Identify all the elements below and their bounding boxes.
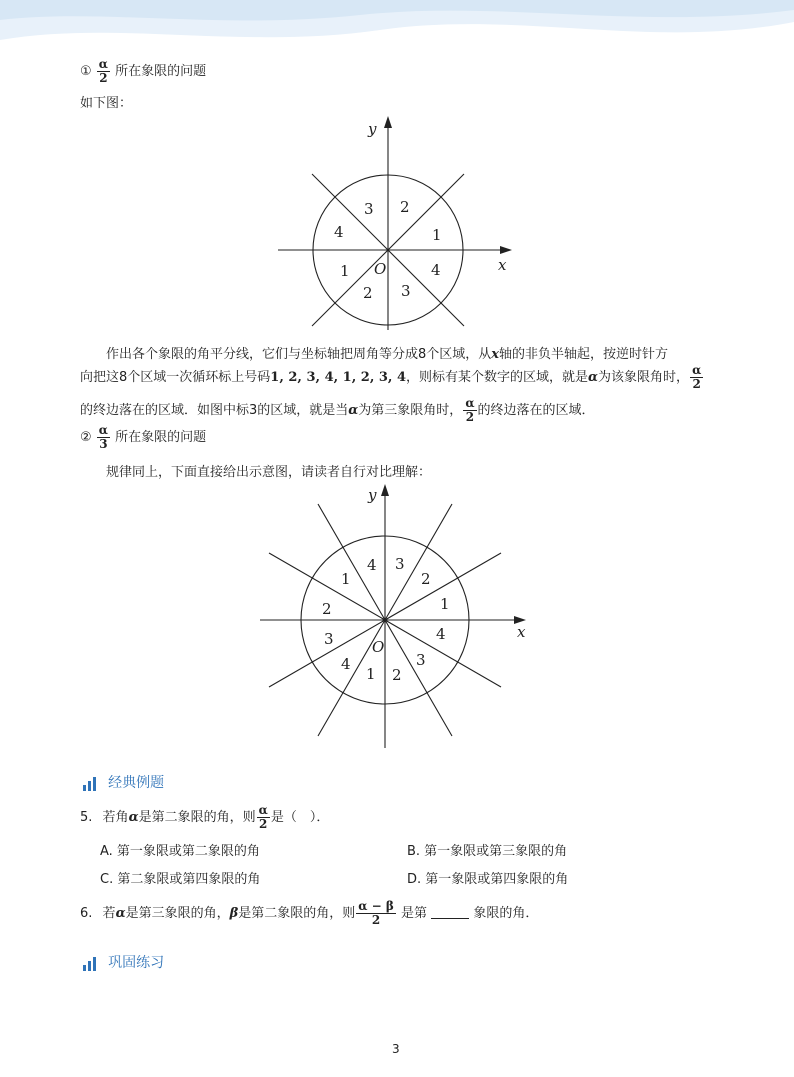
question-5: 5. 若角α是第二象限的角，则 $\frac{\alpha}{2}$ 是（ ）．: [80, 803, 330, 831]
region-label: 4: [341, 655, 351, 673]
question-number: 5.: [80, 810, 93, 825]
x-axis-arrow: [500, 246, 512, 254]
section-practice-title: 巩固练习: [108, 955, 165, 971]
question-number: 6.: [80, 906, 93, 921]
region-label: 3: [401, 282, 411, 300]
part1-marker: ①: [80, 64, 92, 79]
region-label: 4: [367, 556, 377, 574]
x-axis-label: x: [498, 256, 507, 274]
origin-label: O: [372, 638, 385, 656]
part2-fraction: $\frac{\alpha}{3}$: [98, 423, 109, 451]
option-d[interactable]: D. 第一象限或第四象限的角: [407, 872, 569, 887]
option-a[interactable]: A. 第一象限或第二象限的角: [100, 844, 260, 859]
section-examples-header: [82, 772, 164, 792]
inline-fraction: $\frac{\alpha}{2}$: [465, 396, 475, 424]
inline-fraction: $\frac{\alpha}{2}$: [258, 803, 268, 831]
part2-marker: ②: [80, 430, 92, 445]
region-label: 1: [440, 595, 450, 613]
region-label: 3: [395, 555, 405, 573]
part2-title: 所在象限的问题: [115, 430, 207, 445]
x-axis-label: x: [517, 623, 526, 641]
region-label: 3: [364, 200, 374, 218]
region-label: 4: [431, 261, 441, 279]
explanation-line-1: 作出各个象限的角平分线，它们与坐标轴把周角等分成8个区域，从x轴的非负半轴起，按逆时针方: [106, 347, 669, 362]
region-label: 3: [324, 630, 334, 648]
part1-intro: 如下图：: [80, 96, 133, 111]
y-axis-label: y: [368, 486, 377, 504]
option-b[interactable]: B. 第一象限或第三象限的角: [407, 844, 568, 859]
region-label: 1: [366, 665, 376, 683]
region-label: 2: [322, 600, 332, 618]
origin-label: O: [374, 260, 387, 278]
y-axis-arrow: [381, 484, 389, 496]
region-label: 4: [334, 223, 344, 241]
region-label: 2: [392, 666, 402, 684]
diagram-eight-regions: [270, 112, 530, 340]
part2-heading: [80, 424, 206, 451]
region-label: 1: [341, 570, 351, 588]
diagram-twelve-regions: [258, 480, 538, 755]
part1-fraction: $\frac{\alpha}{2}$: [98, 57, 109, 85]
page-number: 3: [392, 1042, 400, 1056]
header-wave-decoration: [0, 0, 794, 60]
section-examples-title: 经典例题: [108, 775, 165, 791]
section-practice-header: [82, 952, 164, 972]
answer-blank[interactable]: [431, 908, 469, 919]
region-label: 1: [340, 262, 350, 280]
part2-intro: 规律同上，下面直接给出示意图，请读者自行对比理解：: [106, 465, 432, 480]
question-6: 6. 若α是第三象限的角，β是第二象限的角，则 $\frac{\alpha - \beta}{2}$ 是第 象限的角．: [80, 899, 539, 927]
part1-heading: [80, 58, 206, 85]
region-label: 3: [416, 651, 426, 669]
option-c[interactable]: C. 第二象限或第四象限的角: [100, 872, 261, 887]
inline-fraction: $\frac{\alpha - \beta}{2}$: [358, 899, 394, 927]
y-axis-arrow: [384, 116, 392, 128]
bar-chart-icon: [82, 777, 98, 791]
region-label: 4: [436, 625, 446, 643]
part1-title: 所在象限的问题: [115, 64, 207, 79]
region-label: 2: [421, 570, 431, 588]
region-label: 2: [400, 198, 410, 216]
bar-chart-icon: [82, 957, 98, 971]
explanation-line-2: 向把这8个区域一次循环标上号码1, 2, 3, 4, 1, 2, 3, 4，则标有某个数字的区域，就是α为该象限角时， $\frac{\alpha}{2}$: [80, 363, 702, 391]
region-label: 2: [363, 284, 373, 302]
region-label: 1: [432, 226, 442, 244]
y-axis-label: y: [368, 120, 377, 138]
inline-fraction: $\frac{\alpha}{2}$: [692, 363, 702, 391]
explanation-line-3: 的终边落在的区域．如图中标3的区域，就是当α为第三象限角时， $\frac{\alpha}{2}$ 的终边落在的区域．: [80, 396, 595, 424]
